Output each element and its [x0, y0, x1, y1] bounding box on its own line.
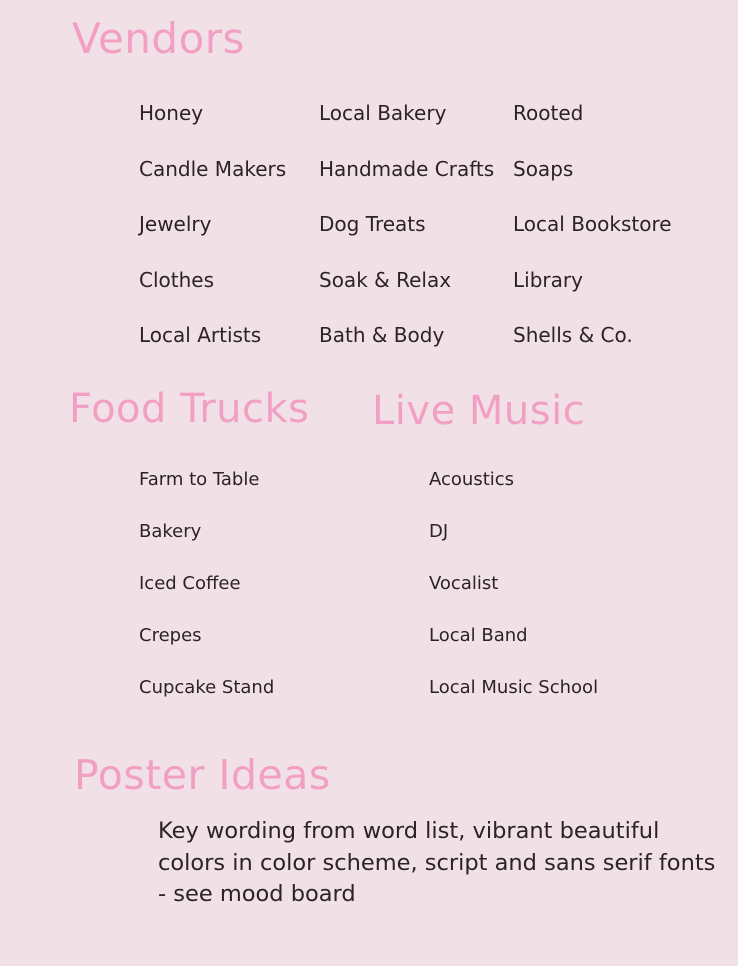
live-music-item: Vocalist: [429, 573, 499, 594]
vendor-item: Honey: [139, 101, 204, 125]
live-music-item: Local Music School: [429, 677, 599, 698]
vendor-item: Candle Makers: [139, 156, 287, 181]
food-trucks-heading: Food Trucks: [69, 386, 310, 432]
food-truck-item: Cupcake Stand: [139, 677, 275, 698]
vendor-item: Shells & Co.: [513, 323, 633, 347]
vendor-item: Soak & Relax: [319, 267, 452, 292]
vendor-item: Bath & Body: [319, 323, 445, 347]
vendor-item: Soaps: [513, 156, 574, 181]
live-music-item: Acoustics: [429, 469, 515, 490]
food-truck-item: Crepes: [139, 625, 202, 646]
vendor-item: Handmade Crafts: [319, 156, 495, 181]
vendors-heading: Vendors: [72, 14, 245, 63]
poster-ideas-text: Key wording from word list, vibrant beautiful colors in color scheme, script and sans serif fonts - see mood board: [158, 818, 716, 907]
vendor-item: Library: [513, 267, 583, 292]
food-truck-item: Farm to Table: [139, 469, 260, 490]
live-music-item: Local Band: [429, 625, 528, 646]
vendor-item: Jewelry: [139, 212, 212, 236]
live-music-heading: Live Music: [372, 388, 586, 434]
vendor-item: Local Bakery: [319, 101, 447, 125]
vendor-item: Dog Treats: [319, 212, 426, 236]
vendor-item: Local Bookstore: [513, 212, 672, 236]
vendor-item: Rooted: [513, 101, 584, 125]
live-music-item: DJ: [429, 521, 449, 542]
food-truck-item: Bakery: [139, 521, 202, 542]
vendor-item: Local Artists: [139, 323, 262, 347]
vendor-item: Clothes: [139, 267, 214, 292]
poster-ideas-heading: Poster Ideas: [74, 751, 331, 799]
food-truck-item: Iced Coffee: [139, 573, 241, 594]
